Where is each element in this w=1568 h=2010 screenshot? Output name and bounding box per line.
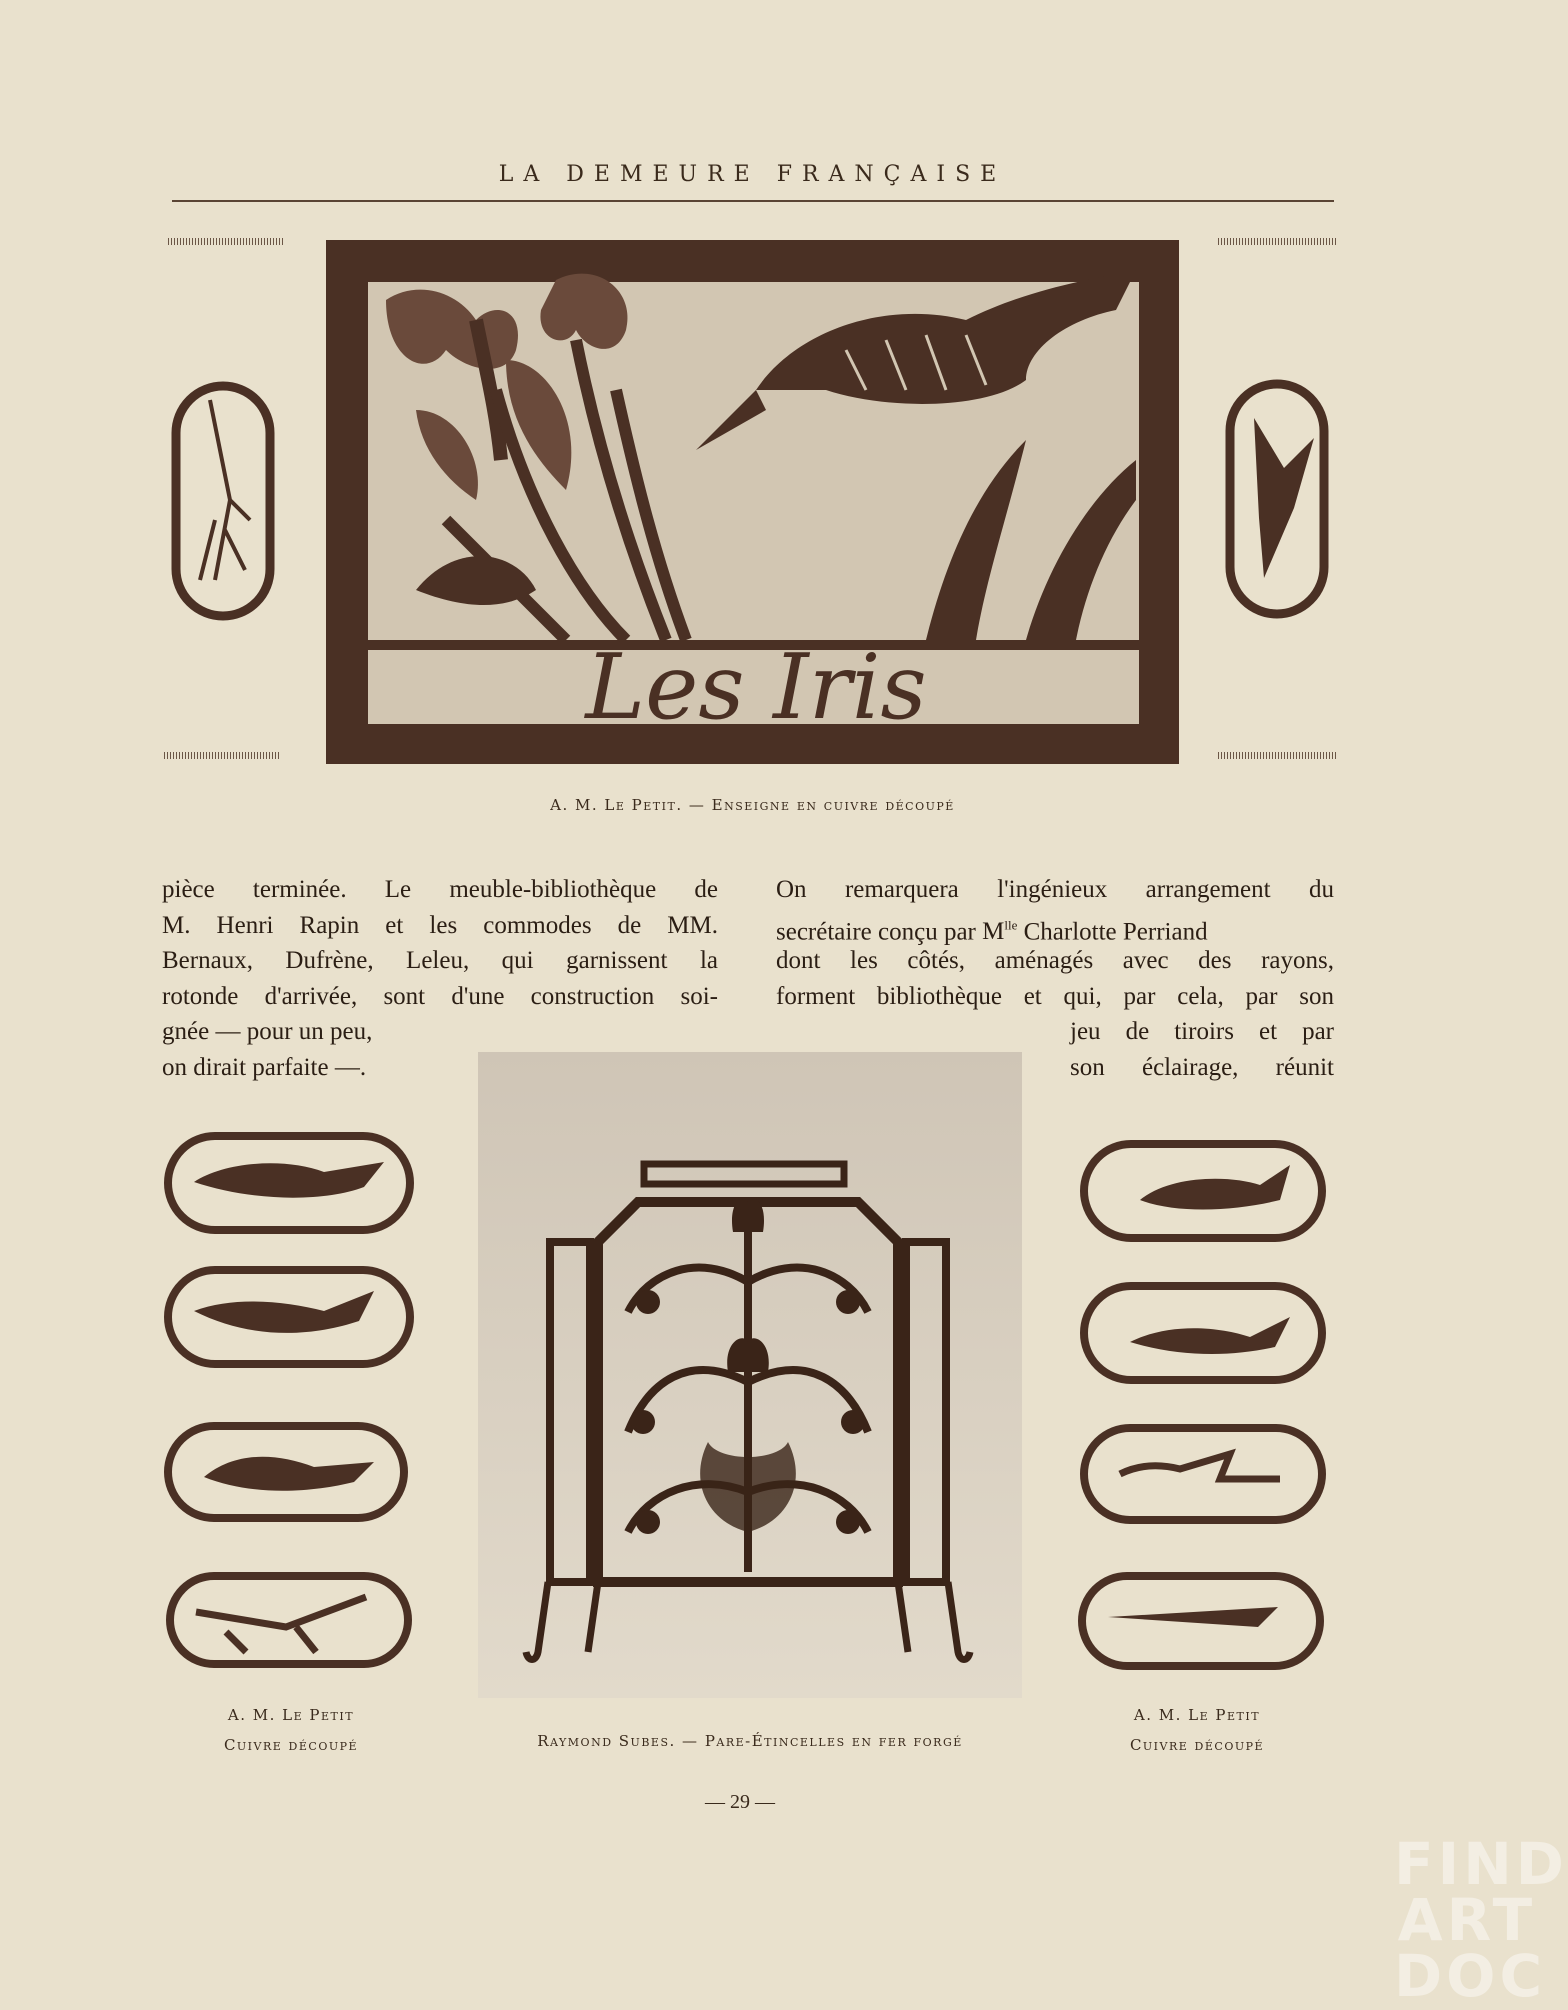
right-line-5: jeu de tiroirs et par: [1070, 1018, 1334, 1045]
left-line-1: pièce terminée. Le meuble-bibliothèque de: [162, 876, 718, 903]
top-caption-title: Enseigne en cuivre découpé: [711, 796, 955, 814]
findartdoc-watermark: [1394, 1830, 1568, 2010]
medallion-left-3: [164, 1422, 408, 1522]
center-caption-dash: —: [682, 1732, 699, 1750]
medallion-right-1: [1080, 1140, 1326, 1242]
right-line-2-mlle: [982, 918, 1017, 945]
hatch-bar-top-left: [168, 238, 284, 245]
right-line-6: son éclairage, réunit: [1070, 1054, 1334, 1081]
hatch-bar-top-right: [1218, 238, 1336, 245]
right-line-2b: Charlotte Perriand: [1023, 918, 1208, 946]
medallion-right-4: [1078, 1572, 1324, 1670]
watermark-line-3: DOC: [1394, 1942, 1547, 2010]
right-medallions-author: A. M. Le Petit: [1133, 1706, 1261, 1724]
running-title: LA DEMEURE FRANÇAISE: [498, 162, 1007, 187]
medallion-mantis: [170, 380, 276, 622]
mlle-m: M: [982, 918, 1005, 946]
left-line-5: gnée — pour un peu,: [162, 1018, 373, 1045]
watermark-line-2: ART: [1397, 1886, 1537, 1954]
medallion-right-3: [1080, 1424, 1326, 1524]
left-medallions-caption: [180, 1700, 402, 1760]
left-line-2: M. Henri Rapin et les commodes de MM.: [162, 912, 718, 939]
top-caption-author: A. M. Le Petit.: [550, 796, 683, 814]
page-number: — 29 —: [705, 1791, 775, 1813]
right-medallions-caption: [1086, 1700, 1308, 1760]
header-rule: [172, 200, 1334, 202]
center-figure-caption: [478, 1732, 1022, 1750]
medallion-left-1: [164, 1132, 414, 1234]
left-medallions-title: Cuivre découpé: [223, 1736, 359, 1754]
medallion-kingfisher: [1224, 378, 1330, 620]
fire-screen-photo: [478, 1052, 1022, 1698]
hatch-bar-bottom-right: [1218, 752, 1336, 759]
left-line-3: Bernaux, Dufrène, Leleu, qui garnissent la: [162, 947, 718, 974]
right-medallions-title: Cuivre découpé: [1129, 1736, 1265, 1754]
sign-lettering: Les Iris: [585, 635, 927, 740]
medallion-right-2: [1080, 1282, 1326, 1384]
medallion-left-2: [164, 1266, 414, 1368]
left-line-6: on dirait parfaite —.: [162, 1054, 367, 1081]
mlle-sup: lle: [1004, 918, 1018, 933]
right-line-4: forment bibliothèque et qui, par cela, par son: [776, 983, 1334, 1010]
right-line-1: On remarquera l'ingénieux arrangement du: [776, 876, 1334, 903]
right-line-3: dont les côtés, aménagés avec des rayons,: [776, 947, 1334, 974]
top-caption-dash: —: [688, 796, 706, 814]
iris-sign-image: [326, 240, 1179, 764]
left-medallions-author: A. M. Le Petit: [227, 1706, 355, 1724]
right-line-2a: secrétaire conçu par: [776, 918, 976, 946]
center-caption-author: Raymond Subes.: [537, 1732, 676, 1750]
center-caption-title: Pare-Étincelles en fer forgé: [704, 1732, 963, 1750]
watermark-line-1: FIND: [1394, 1830, 1568, 1898]
top-figure-caption: [326, 796, 1179, 814]
left-line-4: rotonde d'arrivée, sont d'une construction soi-: [162, 983, 718, 1010]
medallion-left-4: [166, 1572, 412, 1668]
hatch-bar-bottom-left: [164, 752, 280, 759]
